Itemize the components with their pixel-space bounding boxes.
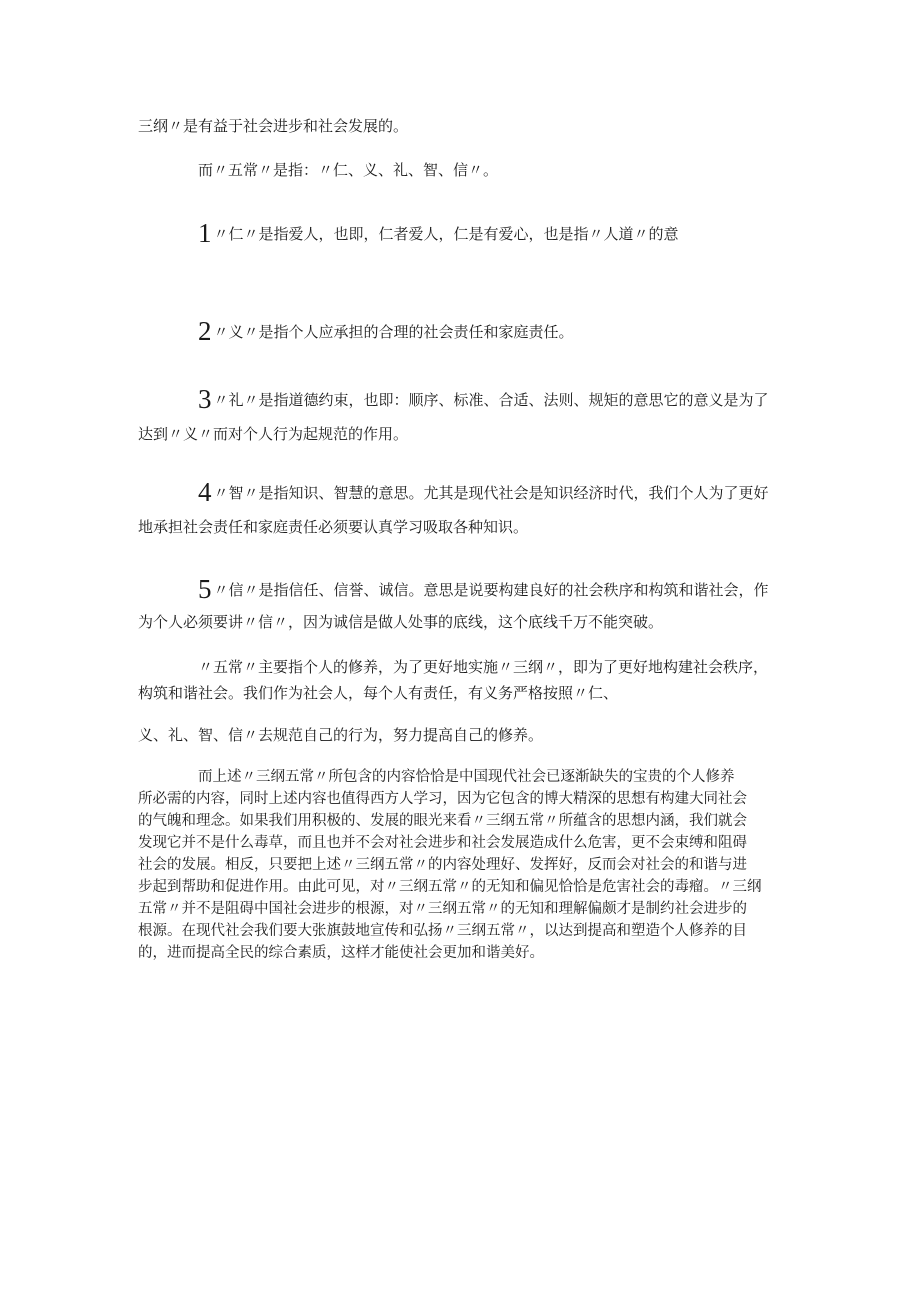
paragraph-wuchang-cultivation xyxy=(138,654,788,706)
paragraph-wuchang-definition xyxy=(198,157,848,183)
line: 所必需的内容，同时上述内容也值得西方人学习，因为它包含的博大精深的思想有构建大同社会 xyxy=(138,791,747,807)
line: 地承担社会责任和家庭责任必须要认真学习吸取各种知识。 xyxy=(138,518,529,536)
line: 根源。在现代社会我们要大张旗鼓地宣传和弘扬〃三纲五常〃，以达到提高和塑造个人修养的目 xyxy=(138,923,747,939)
item-zhi xyxy=(138,479,788,540)
line: 〃五常〃主要指个人的修养，为了更好地实施〃三纲〃，即为了更好地构建社会秩序， xyxy=(198,658,769,676)
line: 三纲〃是有益于社会进步和社会发展的。 xyxy=(138,117,409,135)
line: 达到〃义〃而对个人行为起规范的作用。 xyxy=(138,425,409,443)
item-number: 2 xyxy=(198,316,212,346)
item-number: 1 xyxy=(198,218,212,248)
line: 〃信〃是指信任、信誉、诚信。意思是说要构建良好的社会秩序和构筑和谐社会，作 xyxy=(213,581,769,599)
line: 为个人必须要讲〃信〃，因为诚信是做人处事的底线，这个底线千万不能突破。 xyxy=(138,613,664,631)
item-li xyxy=(138,386,788,447)
paragraph-wuchang-continued xyxy=(138,722,788,748)
line: 的，进而提高全民的综合素质，这样才能使社会更加和谐美好。 xyxy=(138,945,544,961)
line: 的气魄和理念。如果我们用积极的、发展的眼光来看〃三纲五常〃所蕴含的思想内涵，我们就会 xyxy=(138,813,747,829)
line: 〃义〃是指个人应承担的合理的社会责任和家庭责任。 xyxy=(213,323,574,341)
line: 而〃五常〃是指：〃仁、义、礼、智、信〃。 xyxy=(198,161,499,179)
line: 〃智〃是指知识、智慧的意思。尤其是现代社会是知识经济时代，我们个人为了更好 xyxy=(213,484,769,502)
line: 〃礼〃是指道德约束，也即：顺序、标准、合适、法则、规矩的意思它的意义是为了 xyxy=(213,391,769,409)
line: 义、礼、智、信〃去规范自己的行为，努力提高自己的修养。 xyxy=(138,726,544,744)
line: 而上述〃三纲五常〃所包含的内容恰恰是中国现代社会已逐渐缺失的宝贵的个人修养 xyxy=(198,769,735,785)
line: 社会的发展。相反，只要把上述〃三纲五常〃的内容处理好、发挥好，反而会对社会的和谐与进 xyxy=(138,857,747,873)
item-ren xyxy=(198,220,848,247)
line: 〃仁〃是指爱人，也即，仁者爱人，仁是有爱心，也是指〃人道〃的意 xyxy=(213,225,679,243)
item-yi xyxy=(198,318,848,345)
line: 步起到帮助和促进作用。由此可见，对〃三纲五常〃的无知和偏见恰恰是危害社会的毒瘤。〃三纲 xyxy=(138,879,762,895)
line: 构筑和谐社会。我们作为社会人，每个人有责任，有义务严格按照〃仁、 xyxy=(138,684,619,702)
paragraph-conclusion xyxy=(138,766,788,964)
line: 五常〃并不是阻碍中国社会进步的根源，对〃三纲五常〃的无知和理解偏颇才是制约社会进步的 xyxy=(138,901,747,917)
item-number: 3 xyxy=(198,384,212,414)
line: 发现它并不是什么毒草，而且也并不会对社会进步和社会发展造成什么危害，更不会束缚和阻碍 xyxy=(138,835,747,851)
item-number: 5 xyxy=(198,574,212,604)
item-number: 4 xyxy=(198,477,212,507)
item-xin xyxy=(138,576,788,635)
paragraph-sangang-intro xyxy=(138,113,788,139)
